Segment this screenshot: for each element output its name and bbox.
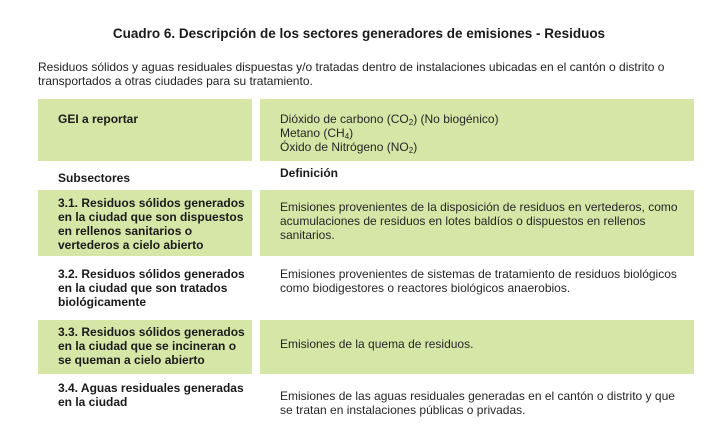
subsector-cell: 3.2. Residuos sólidos generados en la ciudad que son tratados biológicamente bbox=[58, 267, 245, 309]
subsector-cell: 3.1. Residuos sólidos generados en la ciudad que son dispuestos en rellenos sanitarios o vertederos a cielo abierto bbox=[38, 190, 252, 256]
gas-ch4: Metano $(CH_4)$ bbox=[280, 126, 354, 141]
header-subsector: Subsectores bbox=[58, 171, 131, 185]
definition-cell: Emisiones provenientes de sistemas de tratamiento de residuos biológicos como biodigestores o reactores biológicos anaerobios. bbox=[280, 267, 677, 295]
gei-label: GEI a reportar bbox=[38, 99, 252, 161]
definition-cell: Emisiones de las aguas residuales generadas en el cantón o distrito y que se tratan en instalaciones públicas o privadas. bbox=[280, 389, 675, 417]
gas-co2: Dióxido de carbono $(CO_2)$ (No biogénico) bbox=[280, 112, 499, 127]
definition-cell: Emisiones provenientes de la disposición de residuos en vertederos, como acumulaciones de residuos en lotes baldíos o dispuestos en rellenos sanitarios. bbox=[260, 190, 694, 256]
gei-gases bbox=[260, 99, 694, 161]
gas-no2: Óxido de Nitrógeno $(NO_2)$ bbox=[280, 140, 418, 155]
definition-cell: Emisiones de la quema de residuos. bbox=[260, 320, 694, 374]
subsector-cell: 3.4. Aguas residuales generadas en la ciudad bbox=[58, 381, 244, 409]
table-intro: Residuos sólidos y aguas residuales dispuestas y/o tratadas dentro de instalaciones ubicadas en el cantón o distrito o transportados a otras ciudades para su tratamiento. bbox=[38, 60, 665, 88]
header-definition: Definición bbox=[280, 166, 339, 180]
table-title: Cuadro 6. Descripción de los sectores generadores de emisiones - Residuos bbox=[112, 26, 606, 41]
subsector-cell: 3.3. Residuos sólidos generados en la ciudad que se incineran o se queman a cielo abierto bbox=[38, 320, 252, 374]
